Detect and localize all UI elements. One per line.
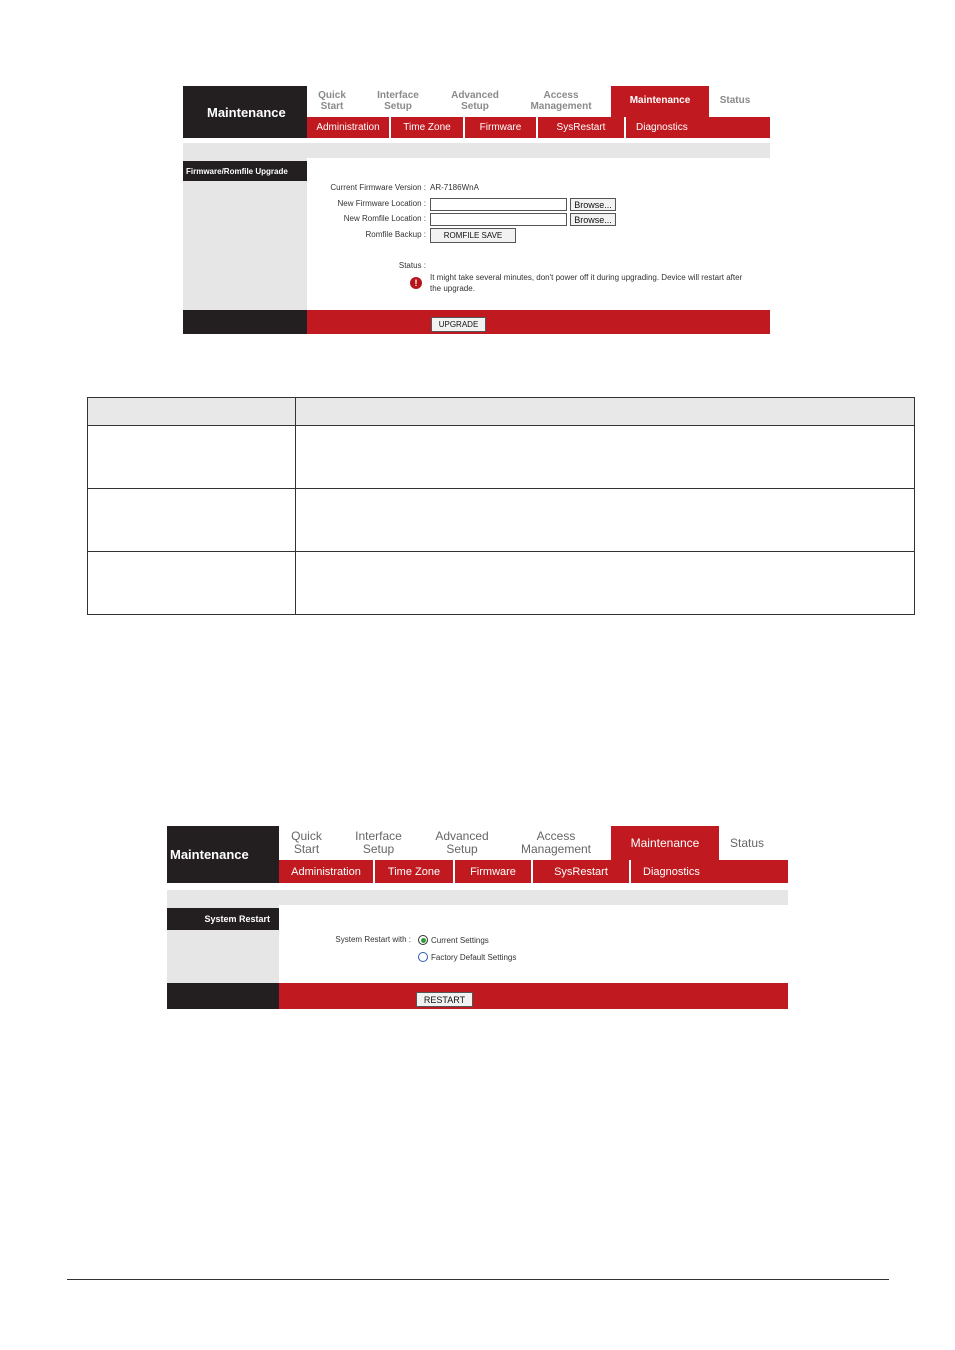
table-row — [88, 552, 915, 615]
new-firmware-label: New Firmware Location : — [337, 199, 426, 208]
tab-quick-start[interactable]: Quick Start — [291, 829, 322, 856]
tab-advanced-setup[interactable]: Advanced Setup — [451, 90, 499, 112]
new-firmware-input[interactable] — [430, 198, 567, 211]
new-romfile-input[interactable] — [430, 213, 567, 226]
current-firmware-value: AR-7186WnA — [430, 183, 479, 192]
option-current-settings-label: Current Settings — [431, 936, 489, 945]
current-firmware-label: Current Firmware Version : — [330, 183, 426, 192]
footer-bar — [307, 310, 770, 334]
subnav-diagnostics[interactable]: Diagnostics — [636, 122, 688, 133]
table-cell — [88, 489, 296, 552]
logo: Maintenance — [167, 826, 279, 883]
subnav-diagnostics[interactable]: Diagnostics — [643, 865, 700, 878]
radio-selected-dot — [421, 938, 426, 943]
subnav-administration[interactable]: Administration — [307, 117, 391, 138]
tab-quick-start[interactable]: Quick Start — [318, 90, 346, 112]
firmware-panel — [183, 86, 771, 334]
browse-firmware-button[interactable]: Browse... — [570, 198, 616, 211]
table-row — [88, 489, 915, 552]
section-title: Firmware/Romfile Upgrade — [183, 161, 307, 181]
table-cell — [296, 426, 915, 489]
tab-maintenance[interactable]: Maintenance — [611, 86, 709, 117]
tab-advanced-setup[interactable]: Advanced Setup — [435, 829, 489, 856]
tab-access-management[interactable]: Access Management — [520, 829, 592, 856]
new-romfile-label: New Romfile Location : — [343, 214, 426, 223]
spacer-bar — [167, 890, 788, 905]
table-cell — [88, 426, 296, 489]
sub-navigation — [307, 117, 770, 138]
logo: Maintenance — [183, 86, 307, 138]
page-footer-rule — [67, 1279, 889, 1280]
table-header-row — [88, 398, 915, 426]
subnav-sysrestart[interactable]: SysRestart — [538, 117, 626, 138]
status-message-line2: the upgrade. — [430, 284, 475, 293]
radio-current-settings[interactable] — [418, 935, 428, 945]
section-title: System Restart — [167, 908, 279, 930]
tab-status[interactable]: Status — [729, 835, 765, 850]
spacer-bar — [183, 143, 770, 158]
table-cell — [296, 489, 915, 552]
table-header-cell — [296, 398, 915, 426]
footer-bar — [279, 983, 788, 1009]
restart-button[interactable]: RESTART — [416, 992, 473, 1007]
restart-panel — [167, 826, 789, 1009]
restart-with-label: System Restart with : — [335, 935, 411, 944]
tab-access-management[interactable]: Access Management — [530, 90, 592, 112]
radio-factory-default[interactable] — [418, 952, 428, 962]
table-cell — [88, 552, 296, 615]
subnav-time-zone[interactable]: Time Zone — [375, 860, 455, 883]
footer-left — [167, 983, 279, 1009]
option-factory-default-label: Factory Default Settings — [431, 953, 517, 962]
footer-left — [183, 310, 307, 334]
tab-interface-setup[interactable]: Interface Setup — [377, 90, 419, 112]
tab-maintenance[interactable]: Maintenance — [611, 826, 719, 860]
browse-romfile-button[interactable]: Browse... — [570, 213, 616, 226]
table-cell — [296, 552, 915, 615]
subnav-firmware[interactable]: Firmware — [465, 117, 538, 138]
table-header-cell — [88, 398, 296, 426]
tab-status[interactable]: Status — [719, 95, 751, 107]
status-message-line1: It might take several minutes, don't power off it during upgrading. Device will restart after — [430, 273, 743, 282]
subnav-time-zone[interactable]: Time Zone — [391, 117, 465, 138]
table-row — [88, 426, 915, 489]
upgrade-button[interactable]: UPGRADE — [431, 317, 486, 332]
status-label: Status : — [398, 261, 426, 270]
romfile-backup-label: Romfile Backup : — [365, 230, 426, 239]
sub-navigation — [279, 860, 788, 883]
romfile-save-button[interactable]: ROMFILE SAVE — [430, 228, 516, 243]
tab-interface-setup[interactable]: Interface Setup — [355, 829, 402, 856]
warning-icon: ! — [410, 277, 422, 289]
subnav-firmware[interactable]: Firmware — [455, 860, 533, 883]
description-table — [87, 397, 915, 615]
subnav-sysrestart[interactable]: SysRestart — [533, 860, 631, 883]
subnav-administration[interactable]: Administration — [279, 860, 375, 883]
